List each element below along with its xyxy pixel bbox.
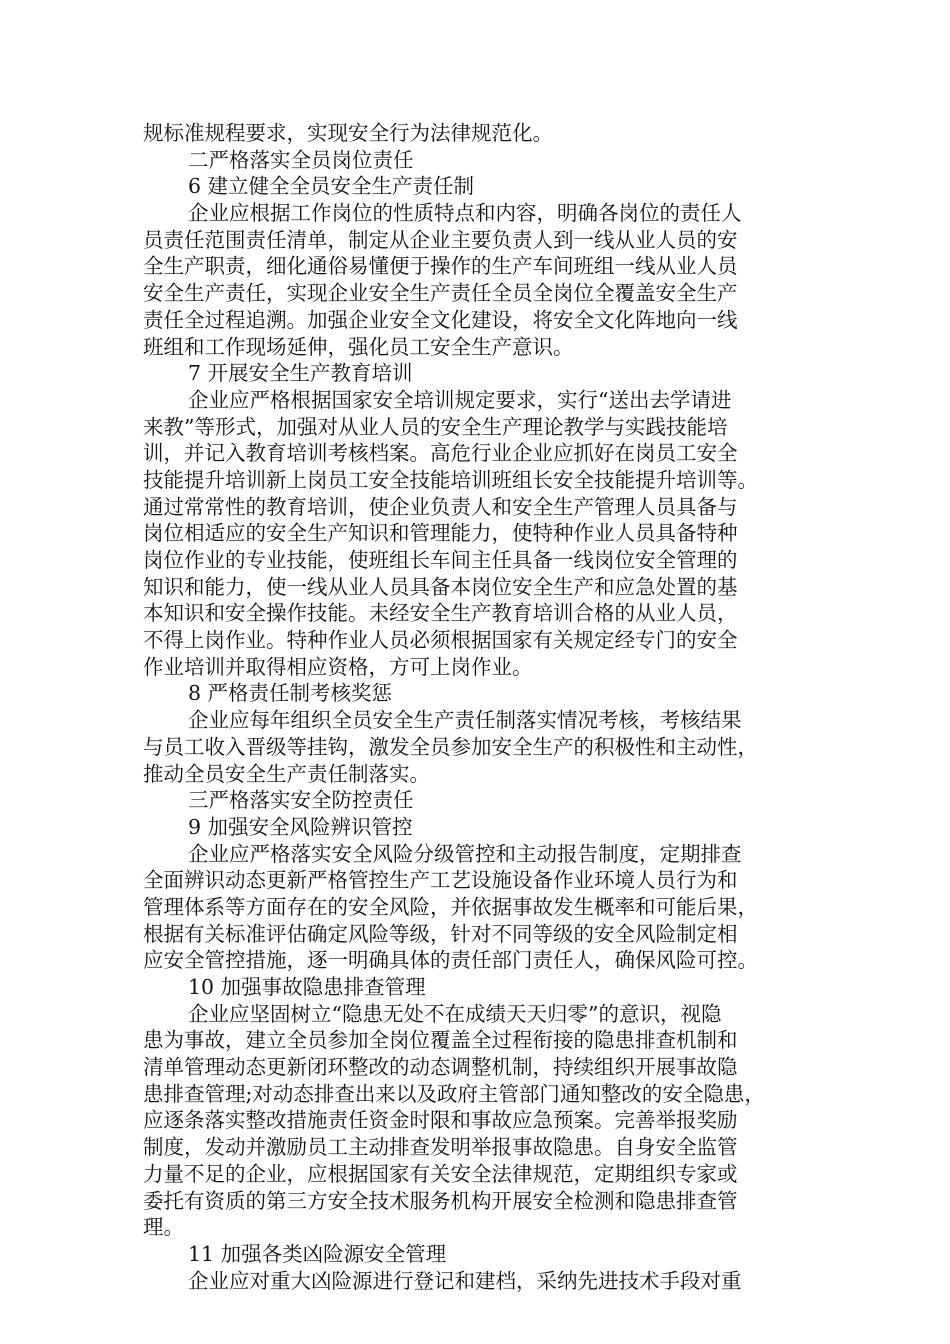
section-heading: 6 建立健全全员安全生产责任制 — [188, 174, 475, 199]
section-heading: 11 加强各类凶险源安全管理 — [188, 1241, 447, 1266]
paragraph-line: 与员工收入晋级等挂钩，激发全员参加安全生产的积极性和主动性， — [143, 734, 758, 759]
paragraph-line: 不得上岗作业。特种作业人员必须根据国家有关规定经专门的安全 — [143, 628, 738, 653]
paragraph-line: 企业应严格落实安全风险分级管控和主动报告制度，定期排查 — [188, 841, 742, 866]
section-heading: 10 加强事故隐患排查管理 — [188, 975, 426, 999]
paragraph-line: 清单管理动态更新闭环整改的动态调整机制，持续组织开展事故隐 — [143, 1055, 738, 1080]
paragraph-line: 来教”等形式，加强对从业人员的安全生产理论教学与实践技能培 — [143, 414, 728, 439]
paragraph-line: 安全生产责任，实现企业安全生产责任全员全岗位全覆盖安全生产 — [143, 281, 738, 306]
paragraph-line: 员责任范围责任清单，制定从企业主要负责人到一线从业人员的安 — [143, 227, 738, 252]
section-heading: 7 开展安全生产教育培训 — [188, 361, 413, 386]
paragraph-line: 全面辨识动态更新严格管控生产工艺设施设备作业环境人员行为和 — [143, 868, 738, 893]
paragraph-line: 责任全过程追溯。加强企业安全文化建设，将安全文化阵地向一线 — [143, 307, 738, 332]
paragraph-line: 患为事故，建立全员参加全岗位覆盖全过程衔接的隐患排查机制和 — [143, 1028, 738, 1053]
paragraph-line: 力量不足的企业，应根据国家有关安全法律规范，定期组织专家或 — [143, 1161, 738, 1186]
paragraph-line: 企业应根据工作岗位的性质特点和内容，明确各岗位的责任人 — [188, 201, 742, 226]
paragraph-line: 岗位作业的专业技能，使班组长车间主任具备一线岗位安全管理的 — [143, 548, 738, 572]
paragraph-line: 制度，发动并激励员工主动排查发明举报事故隐患。自身安全监管 — [143, 1135, 738, 1160]
paragraph-line: 应安全管控措施，逐一明确具体的责任部门责任人，确保风险可控。 — [143, 948, 758, 973]
paragraph-line: 规标准规程要求，实现安全行为法律规范化。 — [143, 121, 553, 145]
paragraph-line: 患排查管理;对动态排查出来以及政府主管部门通知整改的安全隐患， — [143, 1081, 765, 1106]
section-heading: 9 加强安全风险辨识管控 — [188, 814, 413, 839]
paragraph-line: 技能提升培训新上岗员工安全技能培训班组长安全技能提升培训等。 — [143, 467, 758, 492]
paragraph-line: 企业应每年组织全员安全生产责任制落实情况考核，考核结果 — [188, 708, 742, 733]
section-heading: 8 严格责任制考核奖惩 — [188, 681, 393, 706]
paragraph-line: 根据有关标准评估确定风险等级，针对不同等级的安全风险制定相 — [143, 921, 738, 946]
paragraph-line: 知识和能力，使一线从业人员具备本岗位安全生产和应急处置的基 — [143, 574, 738, 599]
paragraph-line: 理。 — [143, 1215, 184, 1240]
paragraph-line: 企业应坚固树立“隐患无处不在成绩天天归零”的意识，视隐 — [188, 1001, 722, 1026]
paragraph-line: 委托有资质的第三方安全技术服务机构开展安全检测和隐患排查管 — [143, 1188, 738, 1213]
paragraph-line: 全生产职责，细化通俗易懂便于操作的生产车间班组一线从业人员 — [143, 254, 738, 279]
document-page — [143, 120, 823, 1294]
section-heading: 二严格落实全员岗位责任 — [188, 147, 414, 172]
section-heading: 三严格落实安全防控责任 — [188, 788, 414, 813]
paragraph-line: 本知识和安全操作技能。未经安全生产教育培训合格的从业人员， — [143, 601, 738, 626]
paragraph-line: 作业培训并取得相应资格，方可上岗作业。 — [143, 654, 533, 679]
paragraph-line: 企业应严格根据国家安全培训规定要求，实行“送出去学请进 — [188, 387, 732, 412]
paragraph-line: 训，并记入教育培训考核档案。高危行业企业应抓好在岗员工安全 — [143, 441, 738, 466]
paragraph-line: 应逐条落实整改措施责任资金时限和事故应急预案。完善举报奖励 — [143, 1108, 738, 1133]
paragraph-line: 岗位相适应的安全生产知识和管理能力，使特种作业人员具备特种 — [143, 521, 738, 546]
paragraph-line: 企业应对重大凶险源进行登记和建档，采纳先进技术手段对重 — [188, 1268, 742, 1293]
paragraph-line: 推动全员安全生产责任制落实。 — [143, 761, 430, 786]
paragraph-line: 管理体系等方面存在的安全风险，并依据事故发生概率和可能后果， — [143, 894, 758, 919]
paragraph-line: 通过常常性的教育培训，使企业负责人和安全生产管理人员具备与 — [143, 494, 738, 519]
paragraph-line: 班组和工作现场延伸，强化员工安全生产意识。 — [143, 334, 574, 359]
